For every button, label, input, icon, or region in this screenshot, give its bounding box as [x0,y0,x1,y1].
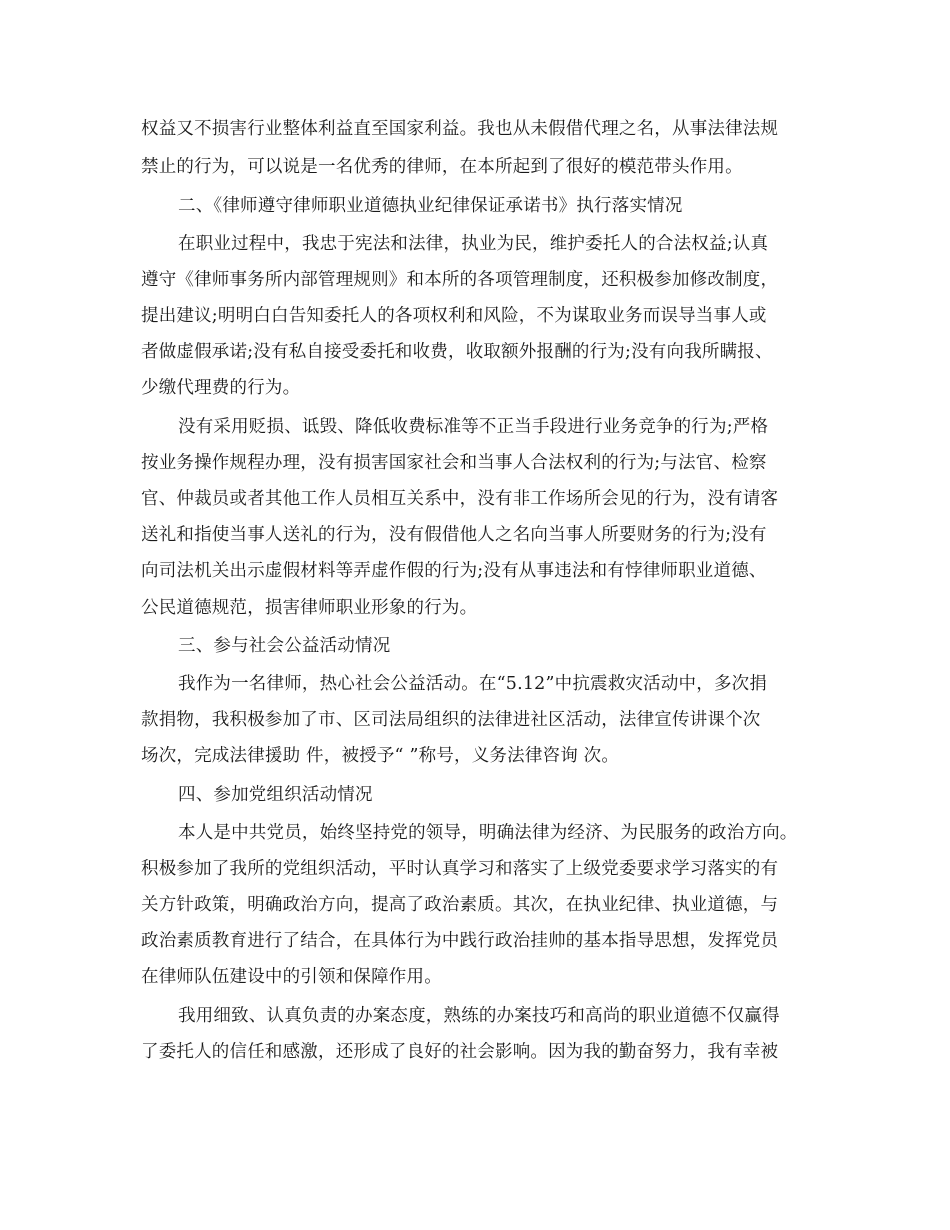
text-line: 我作为一名律师，热心社会公益活动。在“5.12”中抗震救灾活动中，多次捐 [178,674,768,694]
text-line: 本人是中共党员，始终坚持党的领导，明确法律为经济、为民服务的政治方向。 [178,823,798,843]
text-line: 政治素质教育进行了结合，在具体行为中践行政治挂帅的基本指导思想，发挥党员 [141,931,779,951]
text-line: 向司法机关出示虚假材料等弄虚作假的行为;没有从事违法和有悖律师职业道德、 [141,561,767,581]
text-line: 关方针政策，明确政治方向，提高了政治素质。其次，在执业纪律、执业道德，与 [141,895,779,915]
text-line: 没有采用贬损、诋毁、降低收费标准等不正当手段进行业务竞争的行为;严格 [178,417,769,437]
text-line: 官、仲裁员或者其他工作人员相互关系中，没有非工作场所会见的行为，没有请客 [141,489,779,509]
text-line: 权益又不损害行业整体利益直至国家利益。我也从未假借代理之名，从事法律法规 [141,119,779,139]
text-line: 在律师队伍建设中的引领和保障作用。 [141,967,442,987]
text-line: 公民道德规范，损害律师职业形象的行为。 [141,598,478,618]
text-line: 款捐物，我积极参加了市、区司法局组织的法律进社区活动，法律宣传讲课个次 [141,710,761,730]
text-line: 场次，完成法律援助 件，被授予“ ”称号，义务法律咨询 次。 [141,746,620,766]
text-line: 遵守《律师事务所内部管理规则》和本所的各项管理制度，还积极参加修改制度， [141,270,779,290]
text-line: 少缴代理费的行为。 [141,378,301,398]
text-line: 提出建议;明明白白告知委托人的各项权利和风险，不为谋取业务而误导当事人或 [141,306,767,326]
text-line: 者做虚假承诺;没有私自接受委托和收费，收取额外报酬的行为;没有向我所瞒报、 [141,342,773,362]
text-line: 在职业过程中，我忠于宪法和法律，执业为民，维护委托人的合法权益;认真 [178,234,769,254]
text-line: 积极参加了我所的党组织活动，平时认真学习和落实了上级党委要求学习落实的有 [141,859,779,879]
text-line: 送礼和指使当事人送礼的行为，没有假借他人之名向当事人所要财务的行为;没有 [141,525,767,545]
text-line: 禁止的行为，可以说是一名优秀的律师，在本所起到了很好的模范带头作用。 [141,157,743,177]
section-heading: 二、《律师遵守律师职业道德执业纪律保证承诺书》执行落实情况 [178,196,683,216]
section-heading: 四、参加党组织活动情况 [178,785,373,805]
text-line: 我用细致、认真负责的办案态度，熟练的办案技巧和高尚的职业道德不仅赢得 [178,1006,780,1026]
text-line: 了委托人的信任和感激，还形成了良好的社会影响。因为我的勤奋努力，我有幸被 [141,1042,779,1062]
section-heading: 三、参与社会公益活动情况 [178,636,391,656]
text-line: 按业务操作规程办理，没有损害国家社会和当事人合法权利的行为;与法官、检察 [141,453,767,473]
